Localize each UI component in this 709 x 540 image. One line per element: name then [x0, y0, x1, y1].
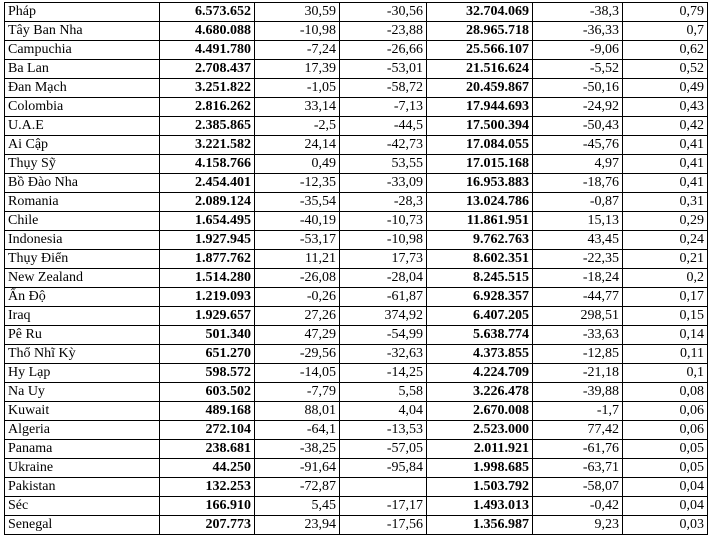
- share-cell: 0,24: [623, 231, 708, 250]
- yoy-change-cell: -30,56: [340, 3, 427, 22]
- ytd-change-cell: -22,35: [533, 250, 623, 269]
- yoy-change-cell: -54,99: [340, 326, 427, 345]
- yoy-change-cell: -28,3: [340, 193, 427, 212]
- ytd-change-cell: 15,13: [533, 212, 623, 231]
- month-value-cell: 6.573.652: [160, 3, 255, 22]
- yoy-change-cell: -14,25: [340, 364, 427, 383]
- country-cell: U.A.E: [5, 117, 160, 136]
- table-row: [5, 231, 708, 250]
- month-value-cell: 2.385.865: [160, 117, 255, 136]
- country-cell: Pakistan: [5, 478, 160, 497]
- yoy-change-cell: -42,73: [340, 136, 427, 155]
- month-value-cell: 2.708.437: [160, 60, 255, 79]
- trade-table: [4, 2, 708, 535]
- country-cell: New Zealand: [5, 269, 160, 288]
- share-cell: 0,04: [623, 497, 708, 516]
- ytd-value-cell: 5.638.774: [427, 326, 533, 345]
- ytd-value-cell: 3.226.478: [427, 383, 533, 402]
- table-row: [5, 117, 708, 136]
- yoy-change-cell: 17,73: [340, 250, 427, 269]
- ytd-value-cell: 16.953.883: [427, 174, 533, 193]
- ytd-value-cell: 25.566.107: [427, 41, 533, 60]
- month-value-cell: 4.680.088: [160, 22, 255, 41]
- ytd-value-cell: 1.503.792: [427, 478, 533, 497]
- ytd-change-cell: -61,76: [533, 440, 623, 459]
- month-change-cell: -26,08: [255, 269, 340, 288]
- table-row: [5, 212, 708, 231]
- month-value-cell: 1.219.093: [160, 288, 255, 307]
- table-row: [5, 41, 708, 60]
- share-cell: 0,15: [623, 307, 708, 326]
- month-change-cell: 30,59: [255, 3, 340, 22]
- ytd-change-cell: -5,52: [533, 60, 623, 79]
- month-change-cell: -12,35: [255, 174, 340, 193]
- country-cell: Thụy Sỹ: [5, 155, 160, 174]
- share-cell: 0,7: [623, 22, 708, 41]
- country-cell: Bồ Đào Nha: [5, 174, 160, 193]
- share-cell: 0,2: [623, 269, 708, 288]
- month-value-cell: 1.654.495: [160, 212, 255, 231]
- table-row: [5, 421, 708, 440]
- ytd-change-cell: -45,76: [533, 136, 623, 155]
- share-cell: 0,29: [623, 212, 708, 231]
- ytd-value-cell: 9.762.763: [427, 231, 533, 250]
- month-value-cell: 4.158.766: [160, 155, 255, 174]
- month-change-cell: 11,21: [255, 250, 340, 269]
- ytd-value-cell: 28.965.718: [427, 22, 533, 41]
- ytd-value-cell: 11.861.951: [427, 212, 533, 231]
- share-cell: 0,06: [623, 402, 708, 421]
- month-value-cell: 2.816.262: [160, 98, 255, 117]
- table-row: [5, 193, 708, 212]
- table-row: [5, 155, 708, 174]
- month-value-cell: 501.340: [160, 326, 255, 345]
- ytd-value-cell: 8.245.515: [427, 269, 533, 288]
- share-cell: 0,79: [623, 3, 708, 22]
- table-row: [5, 269, 708, 288]
- table-row: [5, 345, 708, 364]
- country-cell: Panama: [5, 440, 160, 459]
- month-value-cell: 598.572: [160, 364, 255, 383]
- month-value-cell: 4.491.780: [160, 41, 255, 60]
- yoy-change-cell: -58,72: [340, 79, 427, 98]
- ytd-change-cell: -63,71: [533, 459, 623, 478]
- yoy-change-cell: -10,73: [340, 212, 427, 231]
- share-cell: 0,41: [623, 136, 708, 155]
- month-value-cell: 603.502: [160, 383, 255, 402]
- month-change-cell: 47,29: [255, 326, 340, 345]
- country-cell: Romania: [5, 193, 160, 212]
- month-change-cell: -35,54: [255, 193, 340, 212]
- share-cell: 0,62: [623, 41, 708, 60]
- table-row: [5, 288, 708, 307]
- table-row: [5, 326, 708, 345]
- share-cell: 0,21: [623, 250, 708, 269]
- month-change-cell: -38,25: [255, 440, 340, 459]
- yoy-change-cell: -13,53: [340, 421, 427, 440]
- ytd-change-cell: -12,85: [533, 345, 623, 364]
- ytd-value-cell: 1.356.987: [427, 516, 533, 535]
- country-cell: Thổ Nhĩ Kỳ: [5, 345, 160, 364]
- yoy-change-cell: -44,5: [340, 117, 427, 136]
- yoy-change-cell: [340, 478, 427, 497]
- country-cell: Senegal: [5, 516, 160, 535]
- month-value-cell: 132.253: [160, 478, 255, 497]
- table-row: [5, 250, 708, 269]
- month-change-cell: -14,05: [255, 364, 340, 383]
- ytd-value-cell: 17.015.168: [427, 155, 533, 174]
- ytd-value-cell: 2.670.008: [427, 402, 533, 421]
- yoy-change-cell: -32,63: [340, 345, 427, 364]
- month-change-cell: -29,56: [255, 345, 340, 364]
- yoy-change-cell: -10,98: [340, 231, 427, 250]
- share-cell: 0,06: [623, 421, 708, 440]
- ytd-change-cell: 77,42: [533, 421, 623, 440]
- month-value-cell: 166.910: [160, 497, 255, 516]
- table-row: [5, 516, 708, 535]
- yoy-change-cell: 5,58: [340, 383, 427, 402]
- ytd-change-cell: -50,16: [533, 79, 623, 98]
- country-cell: Algeria: [5, 421, 160, 440]
- ytd-value-cell: 17.084.055: [427, 136, 533, 155]
- ytd-change-cell: -44,77: [533, 288, 623, 307]
- ytd-change-cell: -36,33: [533, 22, 623, 41]
- ytd-value-cell: 4.373.855: [427, 345, 533, 364]
- share-cell: 0,52: [623, 60, 708, 79]
- share-cell: 0,17: [623, 288, 708, 307]
- yoy-change-cell: -7,13: [340, 98, 427, 117]
- month-value-cell: 2.089.124: [160, 193, 255, 212]
- month-value-cell: 1.927.945: [160, 231, 255, 250]
- month-change-cell: -72,87: [255, 478, 340, 497]
- ytd-change-cell: 43,45: [533, 231, 623, 250]
- yoy-change-cell: -17,17: [340, 497, 427, 516]
- ytd-change-cell: -1,7: [533, 402, 623, 421]
- share-cell: 0,14: [623, 326, 708, 345]
- ytd-value-cell: 6.928.357: [427, 288, 533, 307]
- month-value-cell: 1.929.657: [160, 307, 255, 326]
- share-cell: 0,08: [623, 383, 708, 402]
- table-row: [5, 174, 708, 193]
- month-value-cell: 1.514.280: [160, 269, 255, 288]
- ytd-value-cell: 20.459.867: [427, 79, 533, 98]
- ytd-value-cell: 13.024.786: [427, 193, 533, 212]
- month-change-cell: 23,94: [255, 516, 340, 535]
- ytd-change-cell: 9,23: [533, 516, 623, 535]
- yoy-change-cell: 374,92: [340, 307, 427, 326]
- country-cell: Séc: [5, 497, 160, 516]
- share-cell: 0,49: [623, 79, 708, 98]
- ytd-value-cell: 21.516.624: [427, 60, 533, 79]
- month-change-cell: -2,5: [255, 117, 340, 136]
- share-cell: 0,05: [623, 440, 708, 459]
- month-value-cell: 44.250: [160, 459, 255, 478]
- share-cell: 0,43: [623, 98, 708, 117]
- month-value-cell: 272.104: [160, 421, 255, 440]
- country-cell: Pháp: [5, 3, 160, 22]
- country-cell: Tây Ban Nha: [5, 22, 160, 41]
- country-cell: Đan Mạch: [5, 79, 160, 98]
- ytd-change-cell: -50,43: [533, 117, 623, 136]
- share-cell: 0,11: [623, 345, 708, 364]
- table-body: [5, 3, 708, 535]
- table-row: [5, 440, 708, 459]
- country-cell: Campuchia: [5, 41, 160, 60]
- month-change-cell: 88,01: [255, 402, 340, 421]
- ytd-change-cell: -38,3: [533, 3, 623, 22]
- month-change-cell: 27,26: [255, 307, 340, 326]
- ytd-change-cell: -9,06: [533, 41, 623, 60]
- table-row: [5, 3, 708, 22]
- month-change-cell: -64,1: [255, 421, 340, 440]
- yoy-change-cell: -95,84: [340, 459, 427, 478]
- yoy-change-cell: -61,87: [340, 288, 427, 307]
- country-cell: Hy Lạp: [5, 364, 160, 383]
- table-row: [5, 98, 708, 117]
- yoy-change-cell: -26,66: [340, 41, 427, 60]
- country-cell: Indonesia: [5, 231, 160, 250]
- ytd-change-cell: -0,87: [533, 193, 623, 212]
- country-cell: Pê Ru: [5, 326, 160, 345]
- month-change-cell: -7,24: [255, 41, 340, 60]
- yoy-change-cell: -33,09: [340, 174, 427, 193]
- share-cell: 0,31: [623, 193, 708, 212]
- ytd-change-cell: -18,24: [533, 269, 623, 288]
- ytd-value-cell: 17.500.394: [427, 117, 533, 136]
- yoy-change-cell: 4,04: [340, 402, 427, 421]
- ytd-change-cell: -18,76: [533, 174, 623, 193]
- month-change-cell: -7,79: [255, 383, 340, 402]
- share-cell: 0,04: [623, 478, 708, 497]
- share-cell: 0,03: [623, 516, 708, 535]
- ytd-change-cell: -21,18: [533, 364, 623, 383]
- ytd-value-cell: 1.998.685: [427, 459, 533, 478]
- month-value-cell: 3.251.822: [160, 79, 255, 98]
- ytd-value-cell: 1.493.013: [427, 497, 533, 516]
- month-value-cell: 2.454.401: [160, 174, 255, 193]
- ytd-value-cell: 2.523.000: [427, 421, 533, 440]
- table-row: [5, 22, 708, 41]
- country-cell: Na Uy: [5, 383, 160, 402]
- table-row: [5, 79, 708, 98]
- yoy-change-cell: -28,04: [340, 269, 427, 288]
- country-cell: Ba Lan: [5, 60, 160, 79]
- yoy-change-cell: 53,55: [340, 155, 427, 174]
- ytd-value-cell: 2.011.921: [427, 440, 533, 459]
- ytd-change-cell: -24,92: [533, 98, 623, 117]
- ytd-change-cell: 298,51: [533, 307, 623, 326]
- ytd-value-cell: 6.407.205: [427, 307, 533, 326]
- table-row: [5, 459, 708, 478]
- table-row: [5, 364, 708, 383]
- ytd-value-cell: 32.704.069: [427, 3, 533, 22]
- share-cell: 0,1: [623, 364, 708, 383]
- yoy-change-cell: -17,56: [340, 516, 427, 535]
- country-cell: Iraq: [5, 307, 160, 326]
- ytd-change-cell: -58,07: [533, 478, 623, 497]
- month-change-cell: 33,14: [255, 98, 340, 117]
- month-change-cell: -10,98: [255, 22, 340, 41]
- month-change-cell: 17,39: [255, 60, 340, 79]
- table-row: [5, 307, 708, 326]
- month-change-cell: -1,05: [255, 79, 340, 98]
- month-change-cell: 5,45: [255, 497, 340, 516]
- yoy-change-cell: -57,05: [340, 440, 427, 459]
- share-cell: 0,42: [623, 117, 708, 136]
- table-row: [5, 478, 708, 497]
- table-row: [5, 136, 708, 155]
- month-change-cell: 24,14: [255, 136, 340, 155]
- country-cell: Thụy Điển: [5, 250, 160, 269]
- ytd-change-cell: -39,88: [533, 383, 623, 402]
- ytd-change-cell: 4,97: [533, 155, 623, 174]
- yoy-change-cell: -53,01: [340, 60, 427, 79]
- month-change-cell: -53,17: [255, 231, 340, 250]
- ytd-value-cell: 4.224.709: [427, 364, 533, 383]
- month-change-cell: 0,49: [255, 155, 340, 174]
- month-value-cell: 3.221.582: [160, 136, 255, 155]
- share-cell: 0,05: [623, 459, 708, 478]
- share-cell: 0,41: [623, 155, 708, 174]
- table-row: [5, 497, 708, 516]
- month-change-cell: -0,26: [255, 288, 340, 307]
- country-cell: Kuwait: [5, 402, 160, 421]
- yoy-change-cell: -23,88: [340, 22, 427, 41]
- month-change-cell: -40,19: [255, 212, 340, 231]
- month-value-cell: 238.681: [160, 440, 255, 459]
- table-row: [5, 383, 708, 402]
- country-cell: Colombia: [5, 98, 160, 117]
- month-value-cell: 207.773: [160, 516, 255, 535]
- share-cell: 0,41: [623, 174, 708, 193]
- ytd-value-cell: 17.944.693: [427, 98, 533, 117]
- country-cell: Ấn Độ: [5, 288, 160, 307]
- month-change-cell: -91,64: [255, 459, 340, 478]
- country-cell: Ukraine: [5, 459, 160, 478]
- country-cell: Ai Cập: [5, 136, 160, 155]
- month-value-cell: 489.168: [160, 402, 255, 421]
- month-value-cell: 1.877.762: [160, 250, 255, 269]
- ytd-change-cell: -33,63: [533, 326, 623, 345]
- ytd-change-cell: -0,42: [533, 497, 623, 516]
- ytd-value-cell: 8.602.351: [427, 250, 533, 269]
- month-value-cell: 651.270: [160, 345, 255, 364]
- table-row: [5, 402, 708, 421]
- table-row: [5, 60, 708, 79]
- country-cell: Chile: [5, 212, 160, 231]
